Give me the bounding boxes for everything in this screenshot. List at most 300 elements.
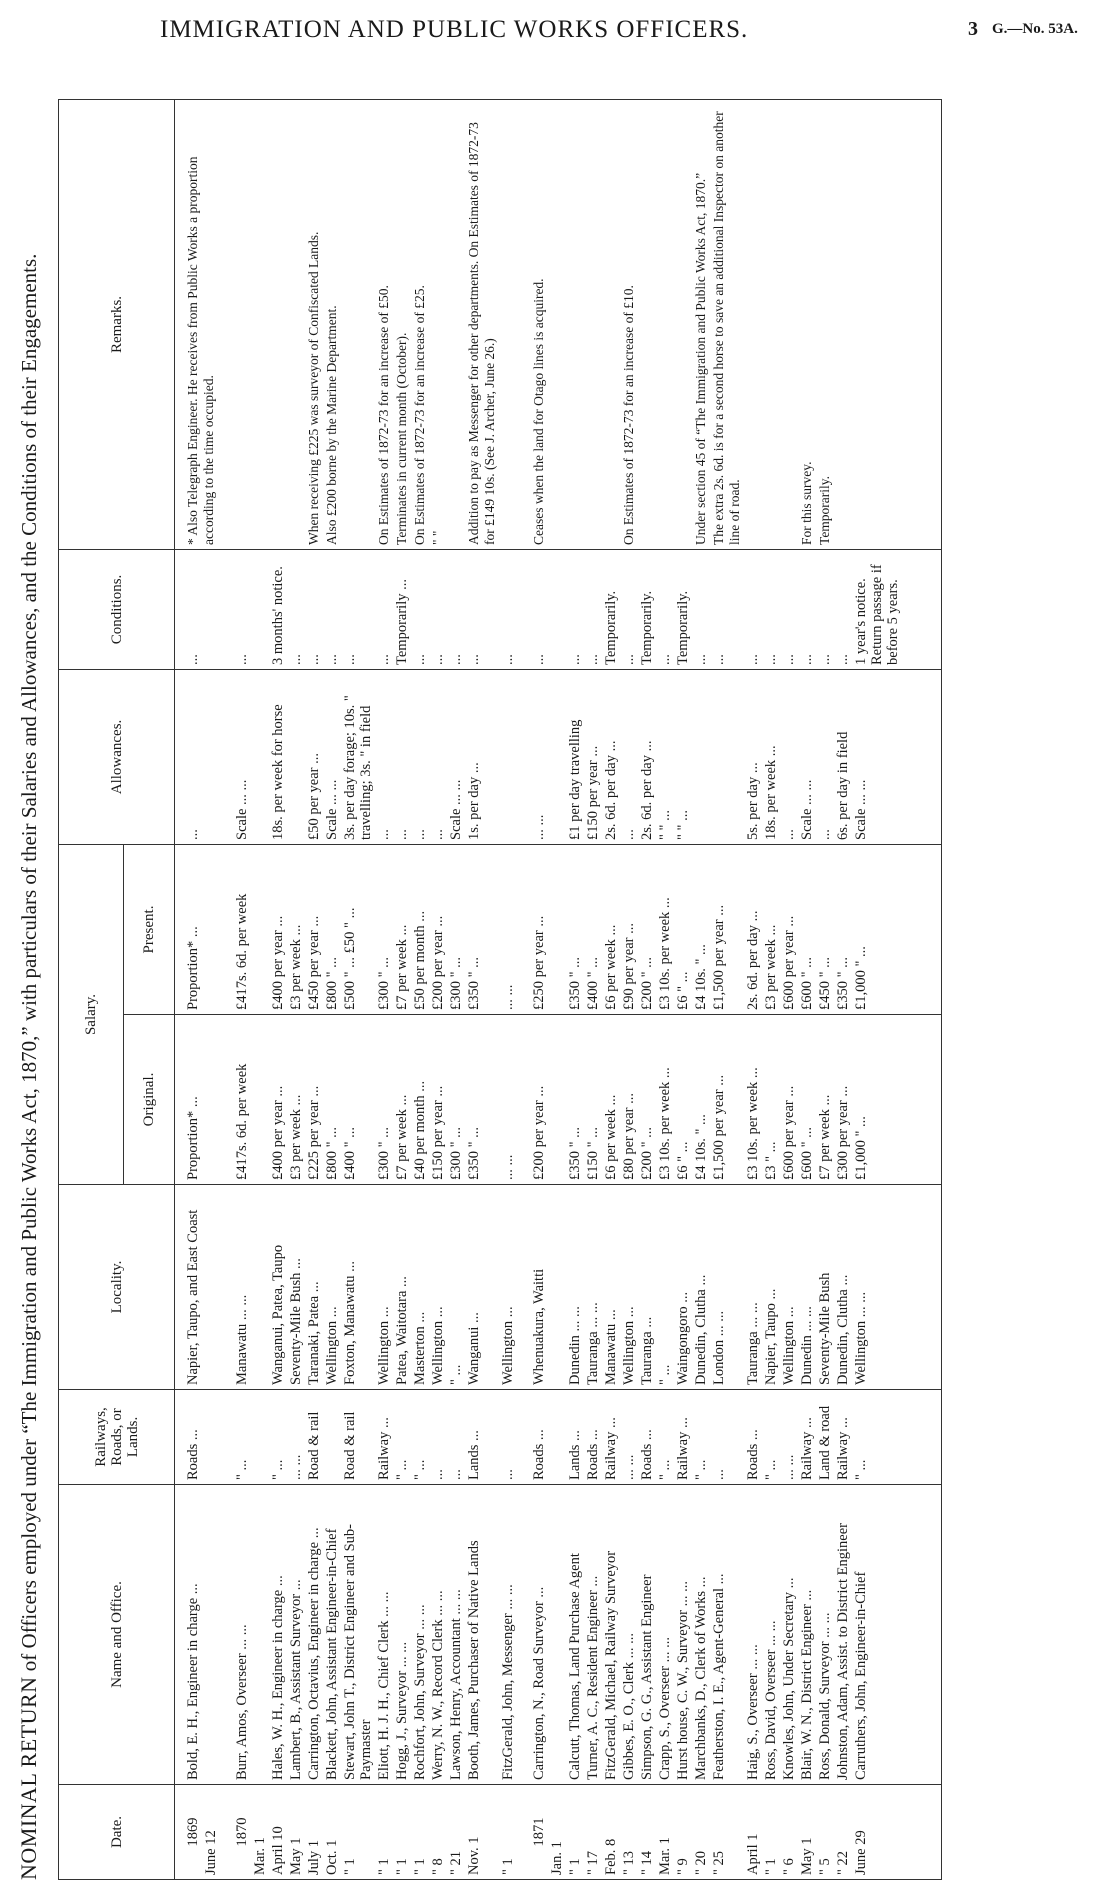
row-salary-present: £350 " ... [465,844,499,1014]
row-conditions: ... [287,549,305,669]
row-allowances: 2s. 6d. per day ... [602,669,620,844]
row-conditions: ... [447,549,465,669]
row-conditions: Temporarily. [674,549,692,669]
row-date-value: " 14 [639,1850,655,1875]
row-locality: Patea, Waitotara ... [393,1185,411,1390]
row-locality: Dunedin ... ... [798,1185,816,1390]
row-allowances: 18s. per week ... [762,669,780,844]
row-date-value: " 9 [675,1858,691,1875]
row-salary-present: £1,500 per year ... [710,844,744,1014]
row-type: Railway ... [834,1390,852,1485]
row-salary-original: £6 per week ... [602,1015,620,1185]
row-locality: Dunedin, Clutha ... [834,1185,852,1390]
row-type: Lands ... [465,1390,499,1485]
table-row [465,99,499,1879]
row-conditions: ... [175,549,221,669]
row-salary-present: ... ... [499,844,517,1014]
row-remarks: When receiving £225 was surveyor of Confiscated Lands. [305,99,323,549]
row-remarks [447,99,465,549]
row-type: Land & road [816,1390,834,1485]
row-date-value: " 5 [817,1858,833,1875]
row-conditions: 3 months' notice. [269,549,287,669]
row-name: Carrington, Octavius, Engineer in charge ... [305,1485,323,1785]
row-allowances: 2s. 6d. per day ... [638,669,656,844]
row-salary-present: £300 " ... [447,844,465,1014]
row-conditions: Temporarily. [638,549,656,669]
officers-table [58,99,942,1880]
row-type: Railway ... [375,1390,393,1485]
row-locality: Wellington ... ... [852,1185,942,1390]
row-locality: Waingongoro ... [674,1185,692,1390]
row-type: ... [447,1390,465,1485]
row-locality: Whenuakura, Waitti [517,1185,566,1390]
row-type: " ... [220,1390,269,1485]
row-salary-present: £50 per month ... [411,844,429,1014]
table-row [744,99,762,1879]
table-row [638,99,656,1879]
row-type: Roads ... [744,1390,762,1485]
row-date-value: " 13 [621,1850,637,1875]
row-type: ... [710,1390,744,1485]
row-date [620,1785,638,1880]
row-type: " ... [692,1390,710,1485]
row-date [834,1785,852,1880]
row-date-value: " 1 [567,1858,583,1875]
row-date [341,1785,375,1880]
row-type: ... ... [287,1390,305,1485]
row-type: " ... [852,1390,942,1485]
row-locality: Wellington ... [499,1185,517,1390]
row-salary-present: £4 10s. " ... [692,844,710,1014]
row-type: Railway ... [602,1390,620,1485]
header-type: Railways, Roads, or Lands. [59,1390,175,1485]
row-type: " ... [656,1390,674,1485]
row-name: Blackett, John, Assistant Engineer-in-Chief [323,1485,341,1785]
row-conditions: 1 year's notice. Return passage if before 5 years. [852,549,942,669]
row-salary-original: £350 " ... [465,1015,499,1185]
row-date [269,1785,287,1880]
row-type: " ... [762,1390,780,1485]
row-date-value: June 29 [853,1830,869,1875]
row-date [429,1785,447,1880]
row-date [798,1785,816,1880]
row-allowances: Scale ... ... [447,669,465,844]
table-row [692,99,710,1879]
row-conditions: Temporarily ... [393,549,411,669]
table-row [816,99,834,1879]
document-reference: G.—No. 53A. [992,21,1078,37]
row-name: Eliott, H. J. H., Chief Clerk ... ... [375,1485,393,1785]
return-caption [0,80,58,1880]
row-date-value: Jan. 1 [549,1841,565,1875]
row-salary-original: £3 " ... [762,1015,780,1185]
page-title: IMMIGRATION AND PUBLIC WORKS OFFICERS. [160,16,749,43]
row-date [323,1785,341,1880]
row-locality: " ... [656,1185,674,1390]
row-salary-present: Proportion* ... [175,844,221,1014]
row-allowances [499,669,517,844]
row-date-value: " 22 [835,1850,851,1875]
row-type: ... ... [620,1390,638,1485]
row-name: Booth, James, Purchaser of Native Lands [465,1485,499,1785]
row-remarks [602,99,620,549]
row-conditions: ... [798,549,816,669]
row-salary-original: £1,000 " ... [852,1015,942,1185]
header-remarks: Remarks. [59,99,175,549]
row-name: Simpson, G. G., Assistant Engineer [638,1485,656,1785]
table-row [517,99,566,1879]
row-locality: Manawatu ... [602,1185,620,1390]
row-remarks: " " [429,99,447,549]
table-row [852,99,942,1879]
row-date [447,1785,465,1880]
row-allowances: 3s. per day forage; 10s. " travelling; 3s. " in field [341,669,375,844]
row-locality: Manawatu ... ... [220,1185,269,1390]
row-type: ... [499,1390,517,1485]
row-year: 1870 [234,1817,250,1847]
row-allowances: " " ... [674,669,692,844]
row-remarks [638,99,656,549]
row-name: Calcutt, Thomas, Land Purchase Agent [566,1485,584,1785]
row-date [602,1785,620,1880]
row-name: Burr, Amos, Overseer ... ... [220,1485,269,1785]
row-salary-original: £600 " ... [798,1015,816,1185]
row-conditions: ... [323,549,341,669]
row-salary-original: £417s. 6d. per week [220,1015,269,1185]
header-salary: Salary. [59,844,124,1184]
row-remarks [269,99,287,549]
row-name: Hales, W. H., Engineer in charge ... [269,1485,287,1785]
row-name: Lawson, Henry, Accountant ... ... [447,1485,465,1785]
row-locality: Dunedin ... ... [566,1185,584,1390]
table-row [656,99,674,1879]
row-name: Stewart, John T., District Engineer and Sub-Paymaster [341,1485,375,1785]
header-date: Date. [59,1785,175,1880]
row-allowances: 6s. per day in field [834,669,852,844]
row-conditions: ... [620,549,638,669]
row-type: Railway ... [798,1390,816,1485]
table-row [323,99,341,1879]
row-date-value: " 25 [711,1850,727,1875]
row-locality: Napier, Taupo ... [762,1185,780,1390]
row-name: Blair, W. N., District Engineer ... [798,1485,816,1785]
row-salary-original: £150 per year ... [429,1015,447,1185]
row-date-value: " 8 [430,1858,446,1875]
row-date [287,1785,305,1880]
row-salary-original: Proportion* ... [175,1015,221,1185]
row-locality: Wanganui, Patea, Taupo [269,1185,287,1390]
row-locality: Tauranga ... [638,1185,656,1390]
row-salary-original: £7 per week ... [816,1015,834,1185]
row-date [305,1785,323,1880]
row-date [780,1785,798,1880]
table-row [447,99,465,1879]
row-date [852,1785,942,1880]
row-date-value: July 1 [306,1839,322,1875]
row-type: Roads ... [638,1390,656,1485]
row-remarks [852,99,942,549]
row-salary-present: £250 per year ... [517,844,566,1014]
row-salary-original: £300 per year ... [834,1015,852,1185]
row-date-value: May 1 [288,1837,304,1875]
row-type: Roads ... [175,1390,221,1485]
row-conditions: ... [411,549,429,669]
row-allowances: 5s. per day ... [744,669,762,844]
table-row [566,99,584,1879]
row-remarks [656,99,674,549]
row-remarks [220,99,269,549]
row-date [692,1785,710,1880]
row-salary-original: £600 per year ... [780,1015,798,1185]
row-name: Ross, Donald, Surveyor ... ... [816,1485,834,1785]
row-salary-present: £7 per week ... [393,844,411,1014]
row-remarks: On Estimates of 1872-73 for an increase of £10. [620,99,638,549]
rotated-return [0,65,1114,1890]
row-salary-original: £800 " ... [323,1015,341,1185]
row-salary-original: £300 " ... [375,1015,393,1185]
row-locality: London ... ... [710,1185,744,1390]
row-allowances: ... [175,669,221,844]
row-salary-original: £300 " ... [447,1015,465,1185]
table-row [499,99,517,1879]
row-date-value: " 1 [412,1858,428,1875]
row-salary-original: £3 per week ... [287,1015,305,1185]
row-locality: Seventy-Mile Bush ... [287,1185,305,1390]
row-name: Werry, N. W., Record Clerk ... ... [429,1485,447,1785]
table-row [220,99,269,1879]
row-conditions: ... [341,549,375,669]
row-date [465,1785,499,1880]
row-type: Roads ... [517,1390,566,1485]
table-row [287,99,305,1879]
row-salary-present: £200 per year ... [429,844,447,1014]
row-remarks [287,99,305,549]
row-type: ... [429,1390,447,1485]
row-conditions: ... [780,549,798,669]
row-name: FitzGerald, John, Messenger ... ... [499,1485,517,1785]
table-row [674,99,692,1879]
row-salary-present: £6 per week ... [602,844,620,1014]
row-allowances: ... [620,669,638,844]
row-type: " ... [393,1390,411,1485]
row-date-value: " 1 [500,1858,516,1875]
row-date-value: " 21 [448,1850,464,1875]
row-salary-original: £1,500 per year ... [710,1015,744,1185]
row-remarks: Terminates in current month (October). [393,99,411,549]
table-row [602,99,620,1879]
row-conditions: ... [465,549,499,669]
row-remarks: The extra 2s. 6d. is for a second horse to save an additional Inspector on another line of road. [710,99,744,549]
row-locality: Tauranga ... ... [584,1185,602,1390]
row-remarks [744,99,762,549]
row-salary-present: £350 " ... [566,844,584,1014]
row-date [393,1785,411,1880]
row-conditions: ... [762,549,780,669]
row-salary-present: £200 " ... [638,844,656,1014]
row-salary-original: £225 per year ... [305,1015,323,1185]
table-row [393,99,411,1879]
header-name: Name and Office. [59,1485,175,1785]
row-locality: Taranaki, Patea ... [305,1185,323,1390]
caption-text: of Officers employed under “The Immigration and Public Works Act, 1870,” with particulars of their Salaries and Allowances, and the Conditions of their Engagements. [17,253,41,1677]
row-date [220,1785,269,1880]
row-salary-original: £350 " ... [566,1015,584,1185]
row-conditions: ... [566,549,584,669]
table-row [175,99,221,1879]
row-remarks: On Estimates of 1872-73 for an increase of £25. [411,99,429,549]
row-date-value: " 1 [763,1858,779,1875]
row-salary-original: £40 per month ... [411,1015,429,1185]
row-remarks [341,99,375,549]
row-year: 1871 [531,1817,547,1847]
row-allowances: ... [429,669,447,844]
row-allowances: ... [780,669,798,844]
row-type: Lands ... [566,1390,584,1485]
row-conditions: ... [744,549,762,669]
table-row [710,99,744,1879]
row-salary-original: £80 per year ... [620,1015,638,1185]
row-name: Rochfort, John, Surveyor ... ... [411,1485,429,1785]
row-locality: " ... [447,1185,465,1390]
row-remarks: Addition to pay as Messenger for other departments. On Estimates of 1872-73 for £149 10s. (See J. Archer, June 26.) [465,99,499,549]
row-allowances: Scale ... ... [852,669,942,844]
row-remarks [584,99,602,549]
row-allowances: Scale ... ... [220,669,269,844]
row-date [375,1785,393,1880]
row-salary-original: £3 10s. per week ... [744,1015,762,1185]
row-conditions: ... [517,549,566,669]
page-number: 3 [968,18,978,40]
row-conditions: ... [499,549,517,669]
row-locality: Tauranga ... ... [744,1185,762,1390]
row-salary-original: ... ... [499,1015,517,1185]
table-row [798,99,816,1879]
row-name: Featherston, I. E., Agent-General ... [710,1485,744,1785]
row-conditions: ... [375,549,393,669]
table-row [269,99,287,1879]
table-row [584,99,602,1879]
table-row [762,99,780,1879]
row-date [656,1785,674,1880]
row-salary-present: £300 " ... [375,844,393,1014]
row-salary-present: £3 per week ... [762,844,780,1014]
row-salary-original: £400 " ... [341,1015,375,1185]
row-remarks [762,99,780,549]
row-conditions: ... [429,549,447,669]
row-type: Road & rail [341,1390,375,1485]
row-remarks: On Estimates of 1872-73 for an increase of £50. [375,99,393,549]
row-salary-present: £500 " ... £50 " ... [341,844,375,1014]
row-date [638,1785,656,1880]
table-row [411,99,429,1879]
row-date [566,1785,584,1880]
row-allowances: ... ... [517,669,566,844]
row-salary-present: £3 10s. per week ... [656,844,674,1014]
row-type: " ... [411,1390,429,1485]
row-type [323,1390,341,1485]
row-date [175,1785,221,1880]
row-name: Gibbes, E. O., Clerk ... ... [620,1485,638,1785]
row-salary-present: £6 " ... [674,844,692,1014]
row-name: Hogg, J., Surveyor ... ... [393,1485,411,1785]
header-locality: Locality. [59,1185,175,1390]
row-salary-original: £7 per week ... [393,1015,411,1185]
row-salary-present: £1,000 " ... [852,844,942,1014]
row-name: Carruthers, John, Engineer-in-Chief [852,1485,942,1785]
row-salary-present: £90 per year ... [620,844,638,1014]
row-name: FitzGerald, Michael, Railway Surveyor [602,1485,620,1785]
row-type: ... ... [780,1390,798,1485]
header-conditions: Conditions. [59,549,175,669]
row-conditions: ... [220,549,269,669]
row-salary-original: £6 " ... [674,1015,692,1185]
row-type: Roads ... [584,1390,602,1485]
row-allowances: ... [816,669,834,844]
table-row [780,99,798,1879]
row-date-value: Nov. 1 [466,1836,482,1875]
row-salary-present: £600 per year ... [780,844,798,1014]
row-locality: Seventy-Mile Bush [816,1185,834,1390]
row-salary-present: £400 per year ... [269,844,287,1014]
row-remarks [834,99,852,549]
row-type: " ... [269,1390,287,1485]
row-allowances: 18s. per week for horse [269,669,287,844]
row-date [816,1785,834,1880]
row-conditions: ... [710,549,744,669]
row-name: Knowles, John, Under Secretary ... [780,1485,798,1785]
row-locality: Foxton, Manawatu ... [341,1185,375,1390]
row-locality: Wellington ... [375,1185,393,1390]
row-date [499,1785,517,1880]
row-remarks: Temporarily. [816,99,834,549]
row-type: Railway ... [674,1390,692,1485]
row-date-value: April 1 [745,1833,761,1875]
row-conditions: ... [305,549,323,669]
row-conditions: ... [584,549,602,669]
row-name: Carrington, N., Road Surveyor ... [517,1485,566,1785]
row-year: 1869 [185,1817,201,1847]
row-name: Johnston, Adam, Assist. to District Engineer [834,1485,852,1785]
row-date [674,1785,692,1880]
row-date-value: Mar. 1 [657,1837,673,1875]
header-allowances: Allowances. [59,669,175,844]
table-row [429,99,447,1879]
row-salary-original: £3 10s. per week ... [656,1015,674,1185]
row-salary-present: £400 " ... [584,844,602,1014]
row-conditions: ... [656,549,674,669]
row-locality: Dunedin, Clutha ... [692,1185,710,1390]
row-allowances: £50 per year ... [305,669,323,844]
row-date-value: " 6 [781,1858,797,1875]
row-salary-original: £150 " ... [584,1015,602,1185]
row-date-value: " 17 [585,1850,601,1875]
row-name: Hurst house, C. W., Surveyor ... ... [674,1485,692,1785]
row-conditions: ... [834,549,852,669]
row-date-value: Mar. 1 [252,1837,268,1875]
row-date-value: " 20 [693,1850,709,1875]
row-allowances: ... [375,669,393,844]
row-date-value: " 1 [342,1858,358,1875]
row-salary-present: 2s. 6d. per day ... [744,844,762,1014]
row-remarks: For this survey. [798,99,816,549]
row-type: Road & rail [305,1390,323,1485]
row-conditions: Temporarily. [602,549,620,669]
row-date-value: June 12 [203,1830,219,1875]
row-name: Lambert, B., Assistant Surveyor ... [287,1485,305,1785]
table-row [305,99,323,1879]
row-allowances: £150 per year ... [584,669,602,844]
row-allowances [710,669,744,844]
